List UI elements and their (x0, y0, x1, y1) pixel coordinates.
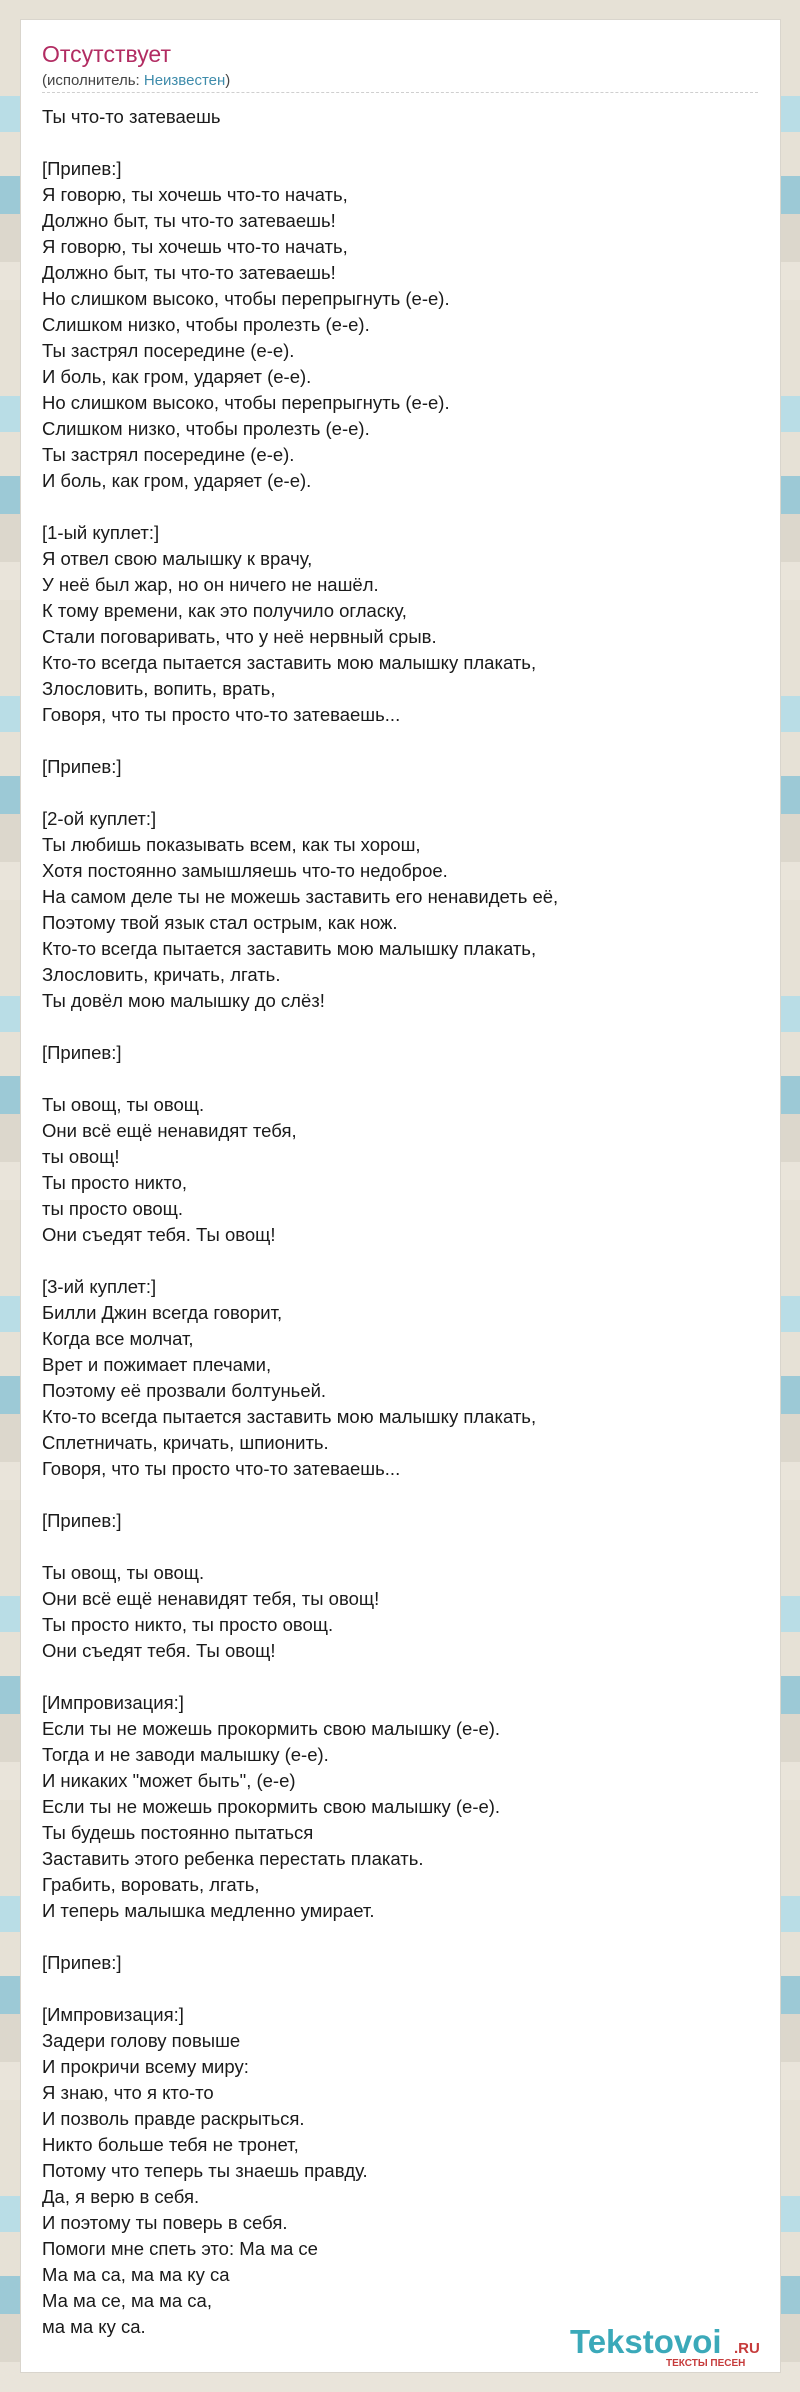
card-content (21, 20, 780, 2372)
artist-link[interactable]: Неизвестен (143, 72, 226, 89)
tekstovoi-logo[interactable] (570, 2320, 770, 2370)
header-divider (42, 92, 758, 93)
logo-wordmark: Tekstovoi (570, 2323, 722, 2360)
logo-tld: .RU (734, 2340, 760, 2357)
artist-suffix: ) (225, 72, 231, 89)
artist-prefix: (исполнитель: (42, 72, 144, 89)
lyrics-text: Ты что-то затеваешь [Припев:] Я говорю, ты хочешь что-то начать, Должно быт, ты что-то затеваешь! Я говорю, ты хочешь что-то начать, Должно быт, ты что-то затеваешь! Но слишком высоко, чтобы перепрыгнуть (е-е). Слишком низко, чтобы пролезть (е-е). Ты застрял посередине (е-е). И боль, как гром, ударяет (е-е). Но слишком высоко, чтобы перепрыгнуть (е-е). Слишком низко, чтобы пролезть (е-е). Ты застрял посередине (е-е). И боль, как гром, ударяет (е-е). [1-ый куплет:] Я отвел свою малышку к врачу, У неё был жар, но он ничего не нашёл. К тому времени, как это получило огласку, Стали поговаривать, что у неё нервный срыв. Кто-то всегда пытается заставить мою малышку плакать, Злословить, вопить, врать, Говоря, что ты просто что-то затеваешь... [Припев:] [2-ой куплет:] Ты любишь показывать всем, как ты хорош, Хотя постоянно замышляешь что-то недоброе. На самом деле ты не можешь заставить его ненавидеть её, Поэтому твой язык стал острым, как нож. Кто-то всегда пытается заставить мою малышку плакать, Злословить, кричать, лгать. Ты довёл мою малышку до слёз! [Припев:] Ты овощ, ты овощ. Они всё ещё ненавидят тебя, ты овощ! Ты просто никто, ты просто овощ. Они съедят тебя. Ты овощ! [3-ий куплет:] Билли Джин всегда говорит, Когда все молчат, Врет и пожимает плечами, Поэтому её прозвали болтуньей. Кто-то всегда пытается заставить мою малышку плакать, Сплетничать, кричать, шпионить. Говоря, что ты просто что-то затеваешь... [Припев:] Ты овощ, ты овощ. Они всё ещё ненавидят тебя, ты овощ! Ты просто никто, ты просто овощ. Они съедят тебя. Ты овощ! [Импровизация:] Если ты не можешь прокормить свою малышку (е-е). Тогда и не заводи малышку (е-е). И никаких "может быть", (е-е) Если ты не можешь прокормить свою малышку (е-е). Ты будешь постоянно пытаться Заставить этого ребенка перестать плакать. Грабить, воровать, лгать, И теперь малышка медленно умирает. [Припев:] [Импровизация:] Задери голову повыше И прокричи всему миру: Я знаю, что я кто-то И позволь правде раскрыться. Никто больше тебя не тронет, Потому что теперь ты знаешь правду. Да, я верю в себя. И поэтому ты поверь в себя. Помоги мне спеть это: Ма ма се Ма ма са, ма ма ку са Ма ма се, ма ма са, ма ма ку са. (42, 106, 559, 2337)
artist-line (42, 72, 230, 90)
song-title: Отсутствует (42, 41, 171, 67)
logo-tagline: ТЕКСТЫ ПЕСЕН (666, 2358, 746, 2369)
